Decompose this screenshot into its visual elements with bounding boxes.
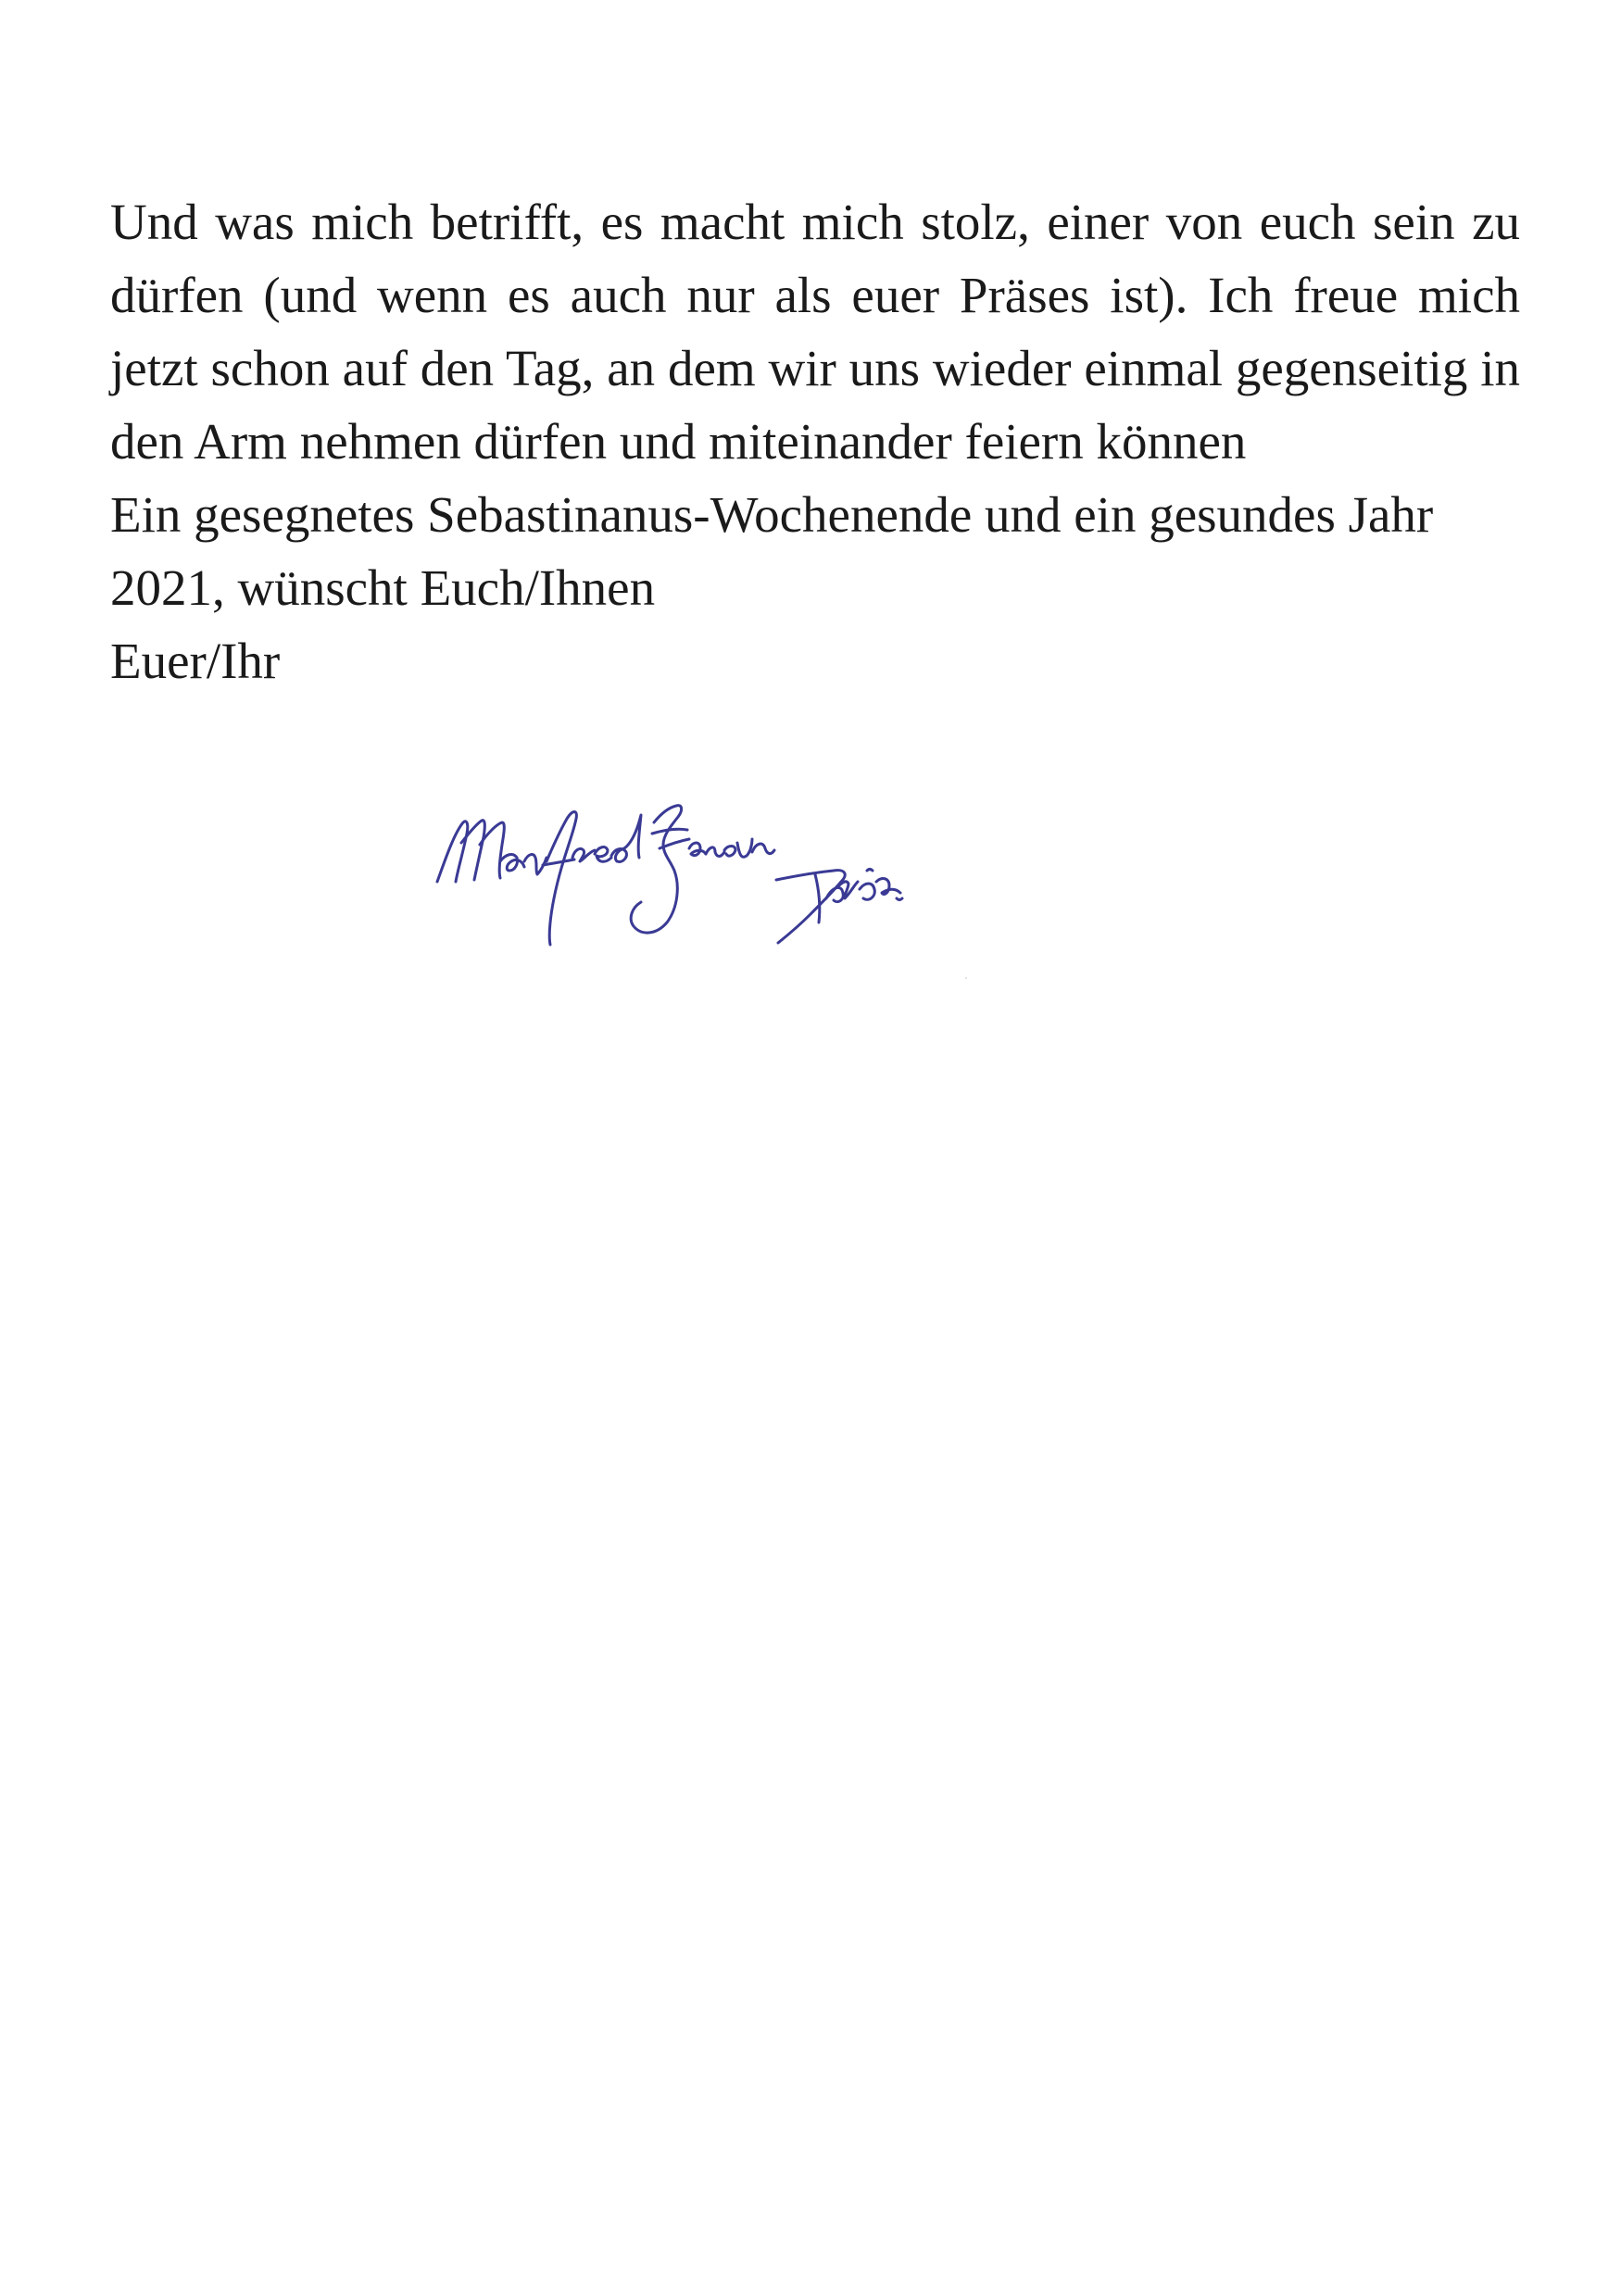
scan-speck — [965, 977, 967, 979]
handwritten-signature — [426, 797, 945, 963]
letter-paragraph: Und was mich betrifft, es macht mich stolz, einer von euch sein zu dürfen (und wenn es auch nur als euer Präses ist). Ich freue mich jetzt schon auf den Tag, an dem wir uns wieder einmal gegenseitig in den Arm nehmen dürfen und miteinander feiern können — [110, 194, 1520, 470]
greeting-line: Ein gesegnetes Sebastinanus-Wochenende und ein gesundes Jahr — [110, 486, 1434, 543]
greeting-line: 2021, wünscht Euch/Ihnen — [110, 559, 656, 616]
closing-line: Euer/Ihr — [110, 633, 281, 689]
letter-body — [110, 185, 1520, 697]
